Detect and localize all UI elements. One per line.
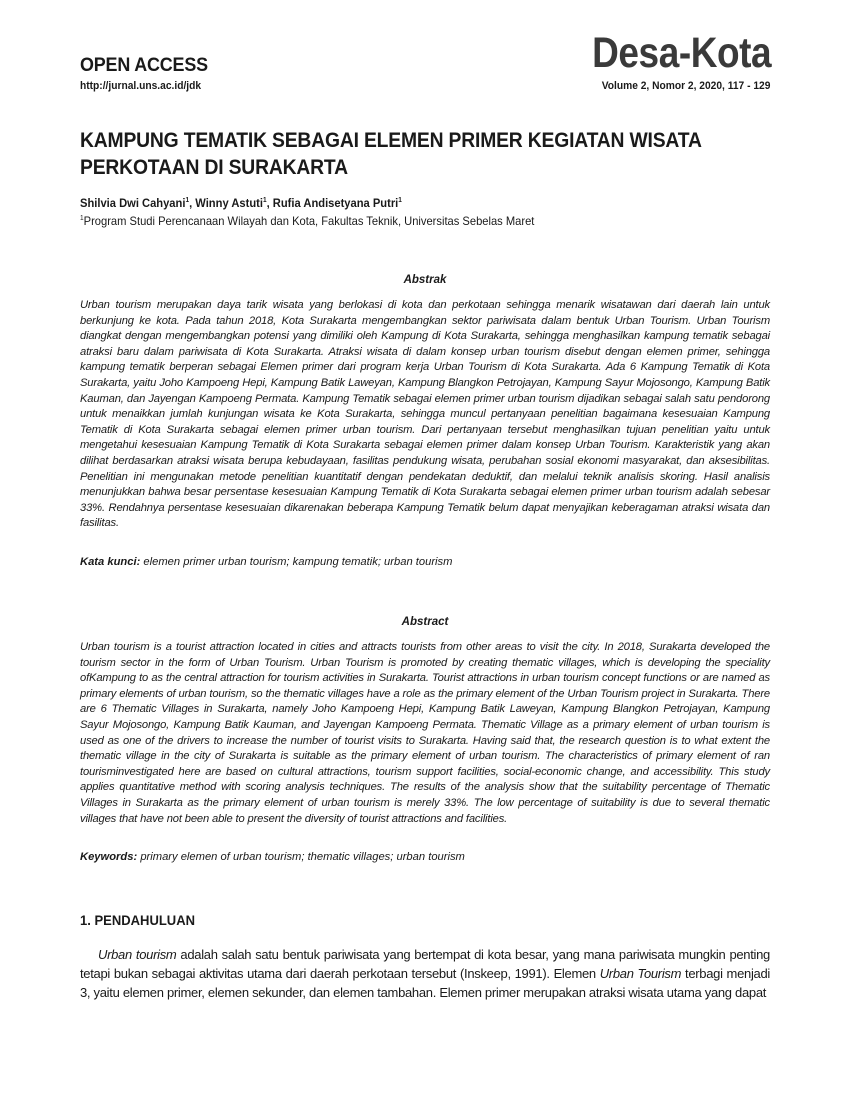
author-separator: , bbox=[266, 196, 273, 210]
open-access-label: OPEN ACCESS bbox=[80, 54, 208, 76]
affiliation-mark: 1 bbox=[80, 215, 84, 222]
abstrak-text: Urban tourism merupakan daya tarik wisata yang berlokasi di kota dan perkotaan sehingga menarik wisatawan dari daerah lain untuk berkunjung ke kota. Pada tahun 2018, Kota Surakarta mengembangkan sektor pariwisata dalam bentuk Urban Tourism. Urban Tourism diangkat dengan mengembangkan potensi yang dimiliki oleh Kampung di Kota Surakarta, sehingga menghasilkan kampung tematik sebagai atraksi baru dalam pariwisata di Kota Surakarta. Atraksi wisata di dalam konsep urban tourism disebut dengan elemen primer, sehingga kampung tematik berperan sebagai Elemen primer dari program kerja Urban Tourism di Kota Surakarta. Ada 6 Kampung Tematik di Kota Surakarta, yaitu Joho Kampoeng Hepi, Kampung Batik Laweyan, Kampung Blangkon Petrojayan, Kampung Sayur Mojosongo, Kampung Batik Kauman, dan Jayengan Kampoeng Permata. Kampung Tematik sebagai elemen primer urban tourism dijadikan sebagai salah satu pendorong untuk menaikkan jumlah kunjungan wisata ke Kota Surakarta, sehingga muncul pertanyaan penelitian bagaimana kesesuaian Kampung Tematik di Kota Surakarta sebagai elemen primer urban tourism. Dari pertanyaan tersebut menghasilkan tujuan penelitian yaitu untuk mengetahui kesesuaian Kampung Tematik di Kota Surakarta sebagai elemen primer dalam konsep Urban Tourism. Karakteristik yang akan dilihat berdasarkan atraksi wisata berupa kebudayaan, fasilitas pendukung wisata, perubahan sosial ekonomi masyarakat, dan aksesibilitas. Penelitian ini mengunakan metode penelitian kuantitatif dengan pendekatan deduktif, dan melalui teknik analisis skoring. Hasil analisis menunjukkan bahwa besar persentase kesesuaian Kampung Tematik di Kota Surakarta sebagai elemen primer urban tourism adalah sebesar 33%. Rendahnya persentase kesesuaian dikarenakan beberapa Kampung Tematik belum dapat menyajikan keberagaman atraksi wisata dan fasilitas. bbox=[80, 299, 770, 530]
author-list bbox=[80, 196, 402, 210]
keywords-label: Keywords: bbox=[80, 851, 138, 863]
affiliation bbox=[80, 214, 534, 228]
journal-url-link[interactable]: http://jurnal.uns.ac.id/jdk bbox=[80, 80, 202, 92]
abstract-text: Urban tourism is a tourist attraction located in cities and attracts tourists from other areas to visit the city. In 2018, Surakarta developed the tourism sector in the form of Urban Tourism. Urban Tourism is promoted by creating thematic villages, which is developing the speciality ofKampung to as the central attraction for tourism activities in Surakarta. Tourist attractions in urban tourism concept functions or are named as primary elements of urban tourism, so the thematic villages have a role as the primary element of the Urban Tourism project in Surakarta. There are 6 Thematic Villages in Surakarta, namely Joho Kampoeng Hepi, Kampung Batik Laweyan, Kampung Blangkon Petrojayan, Kampung Sayur Mojosongo, Kampung Batik Kauman, and Jayengan Kampoeng Permata. Thematic Village as a primary element of urban tourism is used as one of the drivers to increase the number of tourist visits to Surakarta. Having said that, the research question is to what extent the thematic village in the city of Surakarta is suitable as the primary element of urban tourism. The characteristics of primary element of ran tourisminvestigated here are based on cultural attractions, tourism support facilities, social-economic change, and accessibility. This study applies quantitative method with scoring analysis techniques. The results of the analysis show that the suitability percentage of Thematic Villages in Surakarta as the primary element of urban tourism is merely 33%. The low percentage of suitability is due to several thematic villages that have not been able to present the diversity of tourist attractions and facilities. bbox=[80, 641, 770, 825]
term-urban-tourism: Urban Tourism bbox=[599, 966, 682, 981]
body-paragraph bbox=[80, 945, 770, 1002]
author-name: Winny Astuti bbox=[195, 196, 263, 210]
keywords bbox=[80, 851, 770, 863]
author-separator: , bbox=[189, 196, 196, 210]
kata-kunci-text: elemen primer urban tourism; kampung tematik; urban tourism bbox=[143, 556, 453, 568]
abstrak-heading: Abstrak bbox=[403, 274, 447, 286]
paragraph-text: adalah salah satu bentuk pariwisata yang bertempat di kota besar, yang mana pariwisata mungkin penting tetapi bukan sebagai aktivitas utama dari daerah perkotaan tersebut (Inskeep, 1991). Elemen bbox=[80, 947, 770, 981]
author-name: Rufia Andisetyana Putri bbox=[272, 196, 399, 210]
affiliation-text: Program Studi Perencanaan Wilayah dan Kota, Fakultas Teknik, Universitas Sebelas Maret bbox=[83, 214, 535, 228]
term-urban-tourism: Urban tourism bbox=[98, 947, 177, 962]
abstract-heading: Abstract bbox=[401, 616, 449, 628]
author-name: Shilvia Dwi Cahyani bbox=[80, 196, 186, 210]
kata-kunci bbox=[80, 556, 770, 568]
author-affiliation-mark: 1 bbox=[398, 197, 402, 204]
journal-logo: Desa-Kota bbox=[591, 29, 771, 77]
keywords-text: primary elemen of urban tourism; thematic villages; urban tourism bbox=[140, 851, 465, 863]
author-affiliation-mark: 1 bbox=[185, 197, 190, 204]
article-title: KAMPUNG TEMATIK SEBAGAI ELEMEN PRIMER KEGIATAN WISATA PERKOTAAN DI SURAKARTA bbox=[80, 129, 702, 179]
paragraph-text: terbagi menjadi 3, yaitu elemen primer, elemen sekunder, dan elemen tambahan. Elemen primer merupakan atraksi wisata utama yang dapat bbox=[80, 966, 770, 1000]
volume-info: Volume 2, Nomor 2, 2020, 117 - 129 bbox=[601, 80, 770, 92]
kata-kunci-label: Kata kunci: bbox=[80, 556, 141, 568]
article-page bbox=[80, 29, 771, 1000]
journal-header bbox=[80, 30, 770, 92]
section-heading: 1. PENDAHULUAN bbox=[80, 912, 196, 928]
author-affiliation-mark: 1 bbox=[262, 197, 267, 204]
